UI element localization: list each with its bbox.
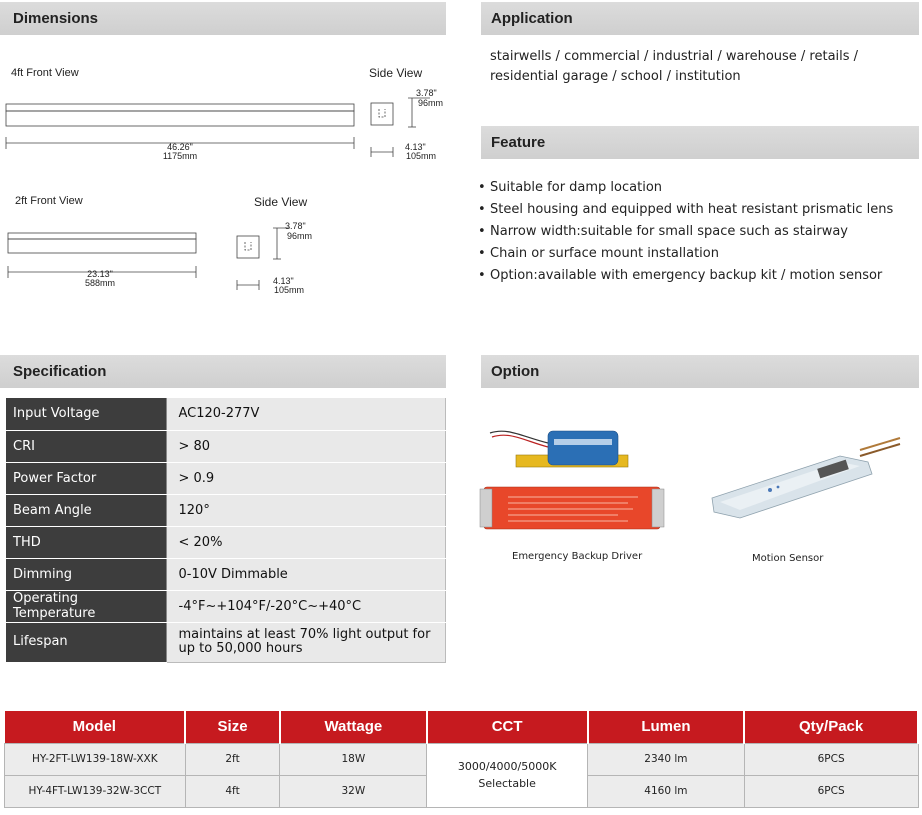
- spec-value: 0-10V Dimmable: [166, 558, 446, 590]
- spec-row: [6, 398, 446, 430]
- length-4ft-in: 46.26": [167, 142, 193, 152]
- spec-row: [6, 462, 446, 494]
- table-row: [5, 743, 919, 775]
- cct-values: 3000/4000/5000K: [457, 760, 557, 773]
- front-view-4ft-label: 4ft Front View: [11, 67, 79, 79]
- spec-label: Operating Temperature: [6, 590, 166, 622]
- spec-value: AC120-277V: [166, 398, 446, 430]
- feature-list: [478, 177, 893, 287]
- cell-size: 2ft: [185, 743, 280, 775]
- option-heading: Option: [481, 355, 919, 388]
- cell-size: 4ft: [185, 775, 280, 807]
- cell-wattage: 18W: [280, 743, 427, 775]
- cell-cct: [427, 743, 588, 807]
- length-2ft-mm: 588mm: [84, 278, 115, 288]
- spec-row: [6, 494, 446, 526]
- motion-sensor-caption: Motion Sensor: [752, 553, 824, 564]
- feature-item: • Narrow width:suitable for small space such as stairway: [478, 224, 849, 239]
- application-line-2: residential garage / school / institution: [490, 69, 741, 84]
- width-4ft-mm: 105mm: [406, 151, 437, 161]
- application-line-1: stairwells / commercial / industrial / warehouse / retails /: [490, 49, 859, 64]
- fixture-4ft-body: [6, 111, 354, 126]
- cell-model: HY-2FT-LW139-18W-XXK: [5, 743, 186, 775]
- header-qty: Qty/Pack: [744, 711, 918, 743]
- spec-label: THD: [6, 526, 166, 558]
- feature-item: • Steel housing and equipped with heat resistant prismatic lens: [478, 202, 894, 217]
- fixture-4ft-top: [6, 104, 354, 111]
- specification-table: [6, 398, 446, 663]
- application-heading: Application: [481, 2, 919, 35]
- height-4ft-mm: 96mm: [418, 98, 444, 108]
- application-text: [490, 47, 910, 87]
- spec-row: [6, 622, 446, 662]
- spec-row: [6, 526, 446, 558]
- spec-label: Power Factor: [6, 462, 166, 494]
- cell-qty: 6PCS: [744, 743, 918, 775]
- feature-item: • Chain or surface mount installation: [478, 246, 719, 261]
- length-2ft-in: 23.13": [87, 269, 113, 279]
- model-table-header: [5, 711, 919, 743]
- spec-row: [6, 590, 446, 622]
- spec-label: Dimming: [6, 558, 166, 590]
- emergency-backup-driver-image: [478, 425, 668, 535]
- spec-value: > 0.9: [166, 462, 446, 494]
- width-2ft-mm: 105mm: [274, 285, 305, 295]
- emergency-backup-driver-caption: Emergency Backup Driver: [512, 551, 643, 562]
- feature-item: • Suitable for damp location: [478, 180, 663, 195]
- width-4ft-in: 4.13": [405, 142, 426, 152]
- side-view-2ft-label: Side View: [254, 195, 308, 209]
- spec-value: maintains at least 70% light output for up to 50,000 hours: [166, 622, 446, 662]
- spec-label: Lifespan: [6, 622, 166, 662]
- width-2ft-in: 4.13": [273, 276, 294, 286]
- motion-sensor-image: [700, 432, 905, 527]
- drawing-4ft: [0, 85, 446, 165]
- fixture-2ft-top: [8, 233, 196, 239]
- dimensions-heading: Dimensions: [0, 2, 446, 35]
- cell-lumen: 4160 lm: [588, 775, 745, 807]
- height-4ft-in: 3.78": [416, 88, 437, 98]
- cell-lumen: 2340 lm: [588, 743, 745, 775]
- cell-qty: 6PCS: [744, 775, 918, 807]
- spec-row: [6, 430, 446, 462]
- spec-label: CRI: [6, 430, 166, 462]
- header-lumen: Lumen: [588, 711, 745, 743]
- side-view-4ft-label: Side View: [369, 66, 423, 80]
- spec-value: -4°F~+104°F/-20°C~+40°C: [166, 590, 446, 622]
- feature-heading: Feature: [481, 126, 919, 159]
- side-profile-4ft: [371, 103, 393, 125]
- cell-model: HY-4FT-LW139-32W-3CCT: [5, 775, 186, 807]
- header-model: Model: [5, 711, 186, 743]
- cct-note: Selectable: [478, 777, 536, 790]
- spec-value: > 80: [166, 430, 446, 462]
- specification-heading: Specification: [0, 355, 446, 388]
- fixture-2ft-body: [8, 239, 196, 253]
- spec-row: [6, 558, 446, 590]
- cell-wattage: 32W: [280, 775, 427, 807]
- length-4ft-mm: 1175mm: [162, 151, 198, 161]
- side-profile-2ft: [237, 236, 259, 258]
- spec-value: 120°: [166, 494, 446, 526]
- feature-item: • Option:available with emergency backup kit / motion sensor: [478, 268, 883, 283]
- front-view-2ft-label: 2ft Front View: [15, 195, 83, 207]
- header-cct: CCT: [427, 711, 588, 743]
- header-size: Size: [185, 711, 280, 743]
- spec-value: < 20%: [166, 526, 446, 558]
- spec-label: Beam Angle: [6, 494, 166, 526]
- header-wattage: Wattage: [280, 711, 427, 743]
- height-2ft-mm: 96mm: [287, 231, 313, 241]
- height-2ft-in: 3.78": [285, 221, 306, 231]
- model-table: [4, 711, 919, 808]
- spec-label: Input Voltage: [6, 398, 166, 430]
